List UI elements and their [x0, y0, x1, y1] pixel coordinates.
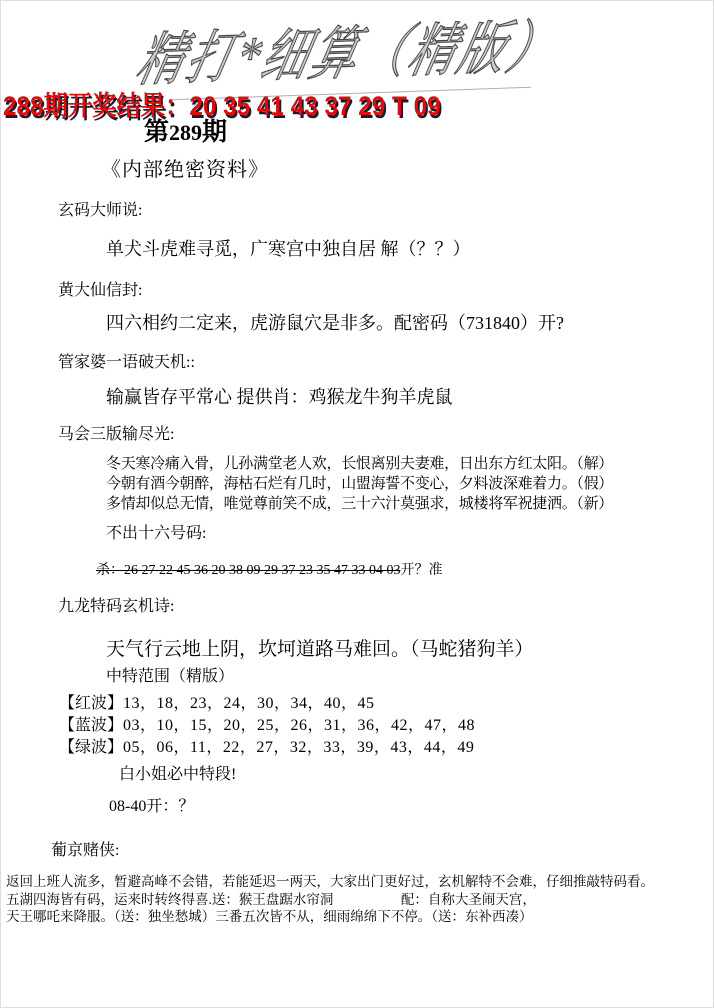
wave-row-blue [59, 712, 475, 735]
sketch-masthead-title: 精打*细算（精版） [130, 14, 565, 93]
mahui-note: 不出十六号码: [106, 525, 207, 542]
issue-prefix: 第 [144, 118, 170, 146]
mahui-verse-line: 多情却似总无情，唯觉尊前笑不成，三十六汁莫强求，城楼将军祝捷洒。（新） [106, 496, 614, 512]
issue-number-heading [144, 112, 227, 148]
section-label-guanjiapo: 管家婆一语破天机:: [58, 354, 195, 371]
section-label-huangdaxian: 黄大仙信封: [58, 282, 143, 299]
range-title: 中特范围（精版） [106, 668, 235, 685]
section-label-xuanma-master: 玄码大师说: [58, 202, 143, 219]
baixiaojie-claim: 白小姐必中特段! [119, 766, 237, 783]
section-label-pujing: 葡京赌侠: [51, 842, 120, 859]
wave-green-label: 【绿波】 [59, 739, 124, 756]
huangdaxian-verse: 四六相约二定来，虎游鼠穴是非多。配密码（731840）开? [106, 313, 564, 333]
jiulong-poem: 天气行云地上阴，坎坷道路马难回。（马蛇猪狗羊） [106, 639, 534, 660]
mahui-verse-line: 今朝有酒今朝醉，海枯石烂有几时，山盟海誓不变心，夕料波深难着力。（假） [106, 476, 614, 492]
wave-row-red [59, 690, 375, 713]
kill-numbers-tail: 开？准 [400, 563, 443, 578]
mahui-verse-line: 冬天寒冷痛入骨，儿孙满堂老人欢，长恨离别夫妻难，日出东方红太阳。（解） [106, 456, 614, 472]
wave-red-numbers: 13，18，23，24，30，34，40，45 [123, 695, 375, 712]
kill-numbers-struck: 杀：26 27 22 45 36 20 38 09 29 37 23 35 47 33 04 03 [96, 563, 401, 578]
guanjiapo-tip: 输赢皆存平常心 提供肖：鸡猴龙牛狗羊虎鼠 [106, 387, 453, 407]
issue-number: 289 [169, 120, 203, 145]
issue-suffix: 期 [202, 118, 228, 146]
footer-verse-line: 天王哪吒来降服。（送：独坐愁城）三番五次皆不从，细雨绵绵下不停。（送：东补西凑） [6, 909, 533, 924]
section-label-mahui: 马会三版输尽光: [58, 426, 175, 443]
wave-red-label: 【红波】 [59, 695, 124, 712]
section-label-jiulong: 九龙特码玄机诗: [58, 598, 175, 615]
wave-green-numbers: 05，06，11，22，27，32，33，39，43，44，49 [123, 739, 475, 756]
wave-blue-numbers: 03，10，15，20，25，26，31，36，42，47，48 [123, 717, 476, 734]
wave-row-green [59, 734, 474, 757]
footer-verse-line: 返回上班人流多，暂避高峰不会错，若能延迟一两天，大家出门更好过，玄机解特不会难，仔细推敲特码看。 [6, 874, 654, 889]
previous-draw-result: 288期开奖结果：20 35 41 43 37 29 T 09 [3, 91, 441, 121]
footer-verse-line: 五湖四海皆有码，运来时转终得喜.送：猴王盘踞水帘洞 配：自称大圣闹天宫， [6, 892, 536, 907]
wave-blue-label: 【蓝波】 [59, 717, 124, 734]
baixiaojie-range-value: 08-40开：？ [109, 798, 195, 815]
secret-material-subtitle: 《内部绝密资料》 [101, 159, 269, 181]
xuanma-verse: 单犬斗虎难寻觅，广寒宫中独自居 解（？？） [106, 239, 471, 259]
kill-numbers-line [96, 559, 443, 579]
